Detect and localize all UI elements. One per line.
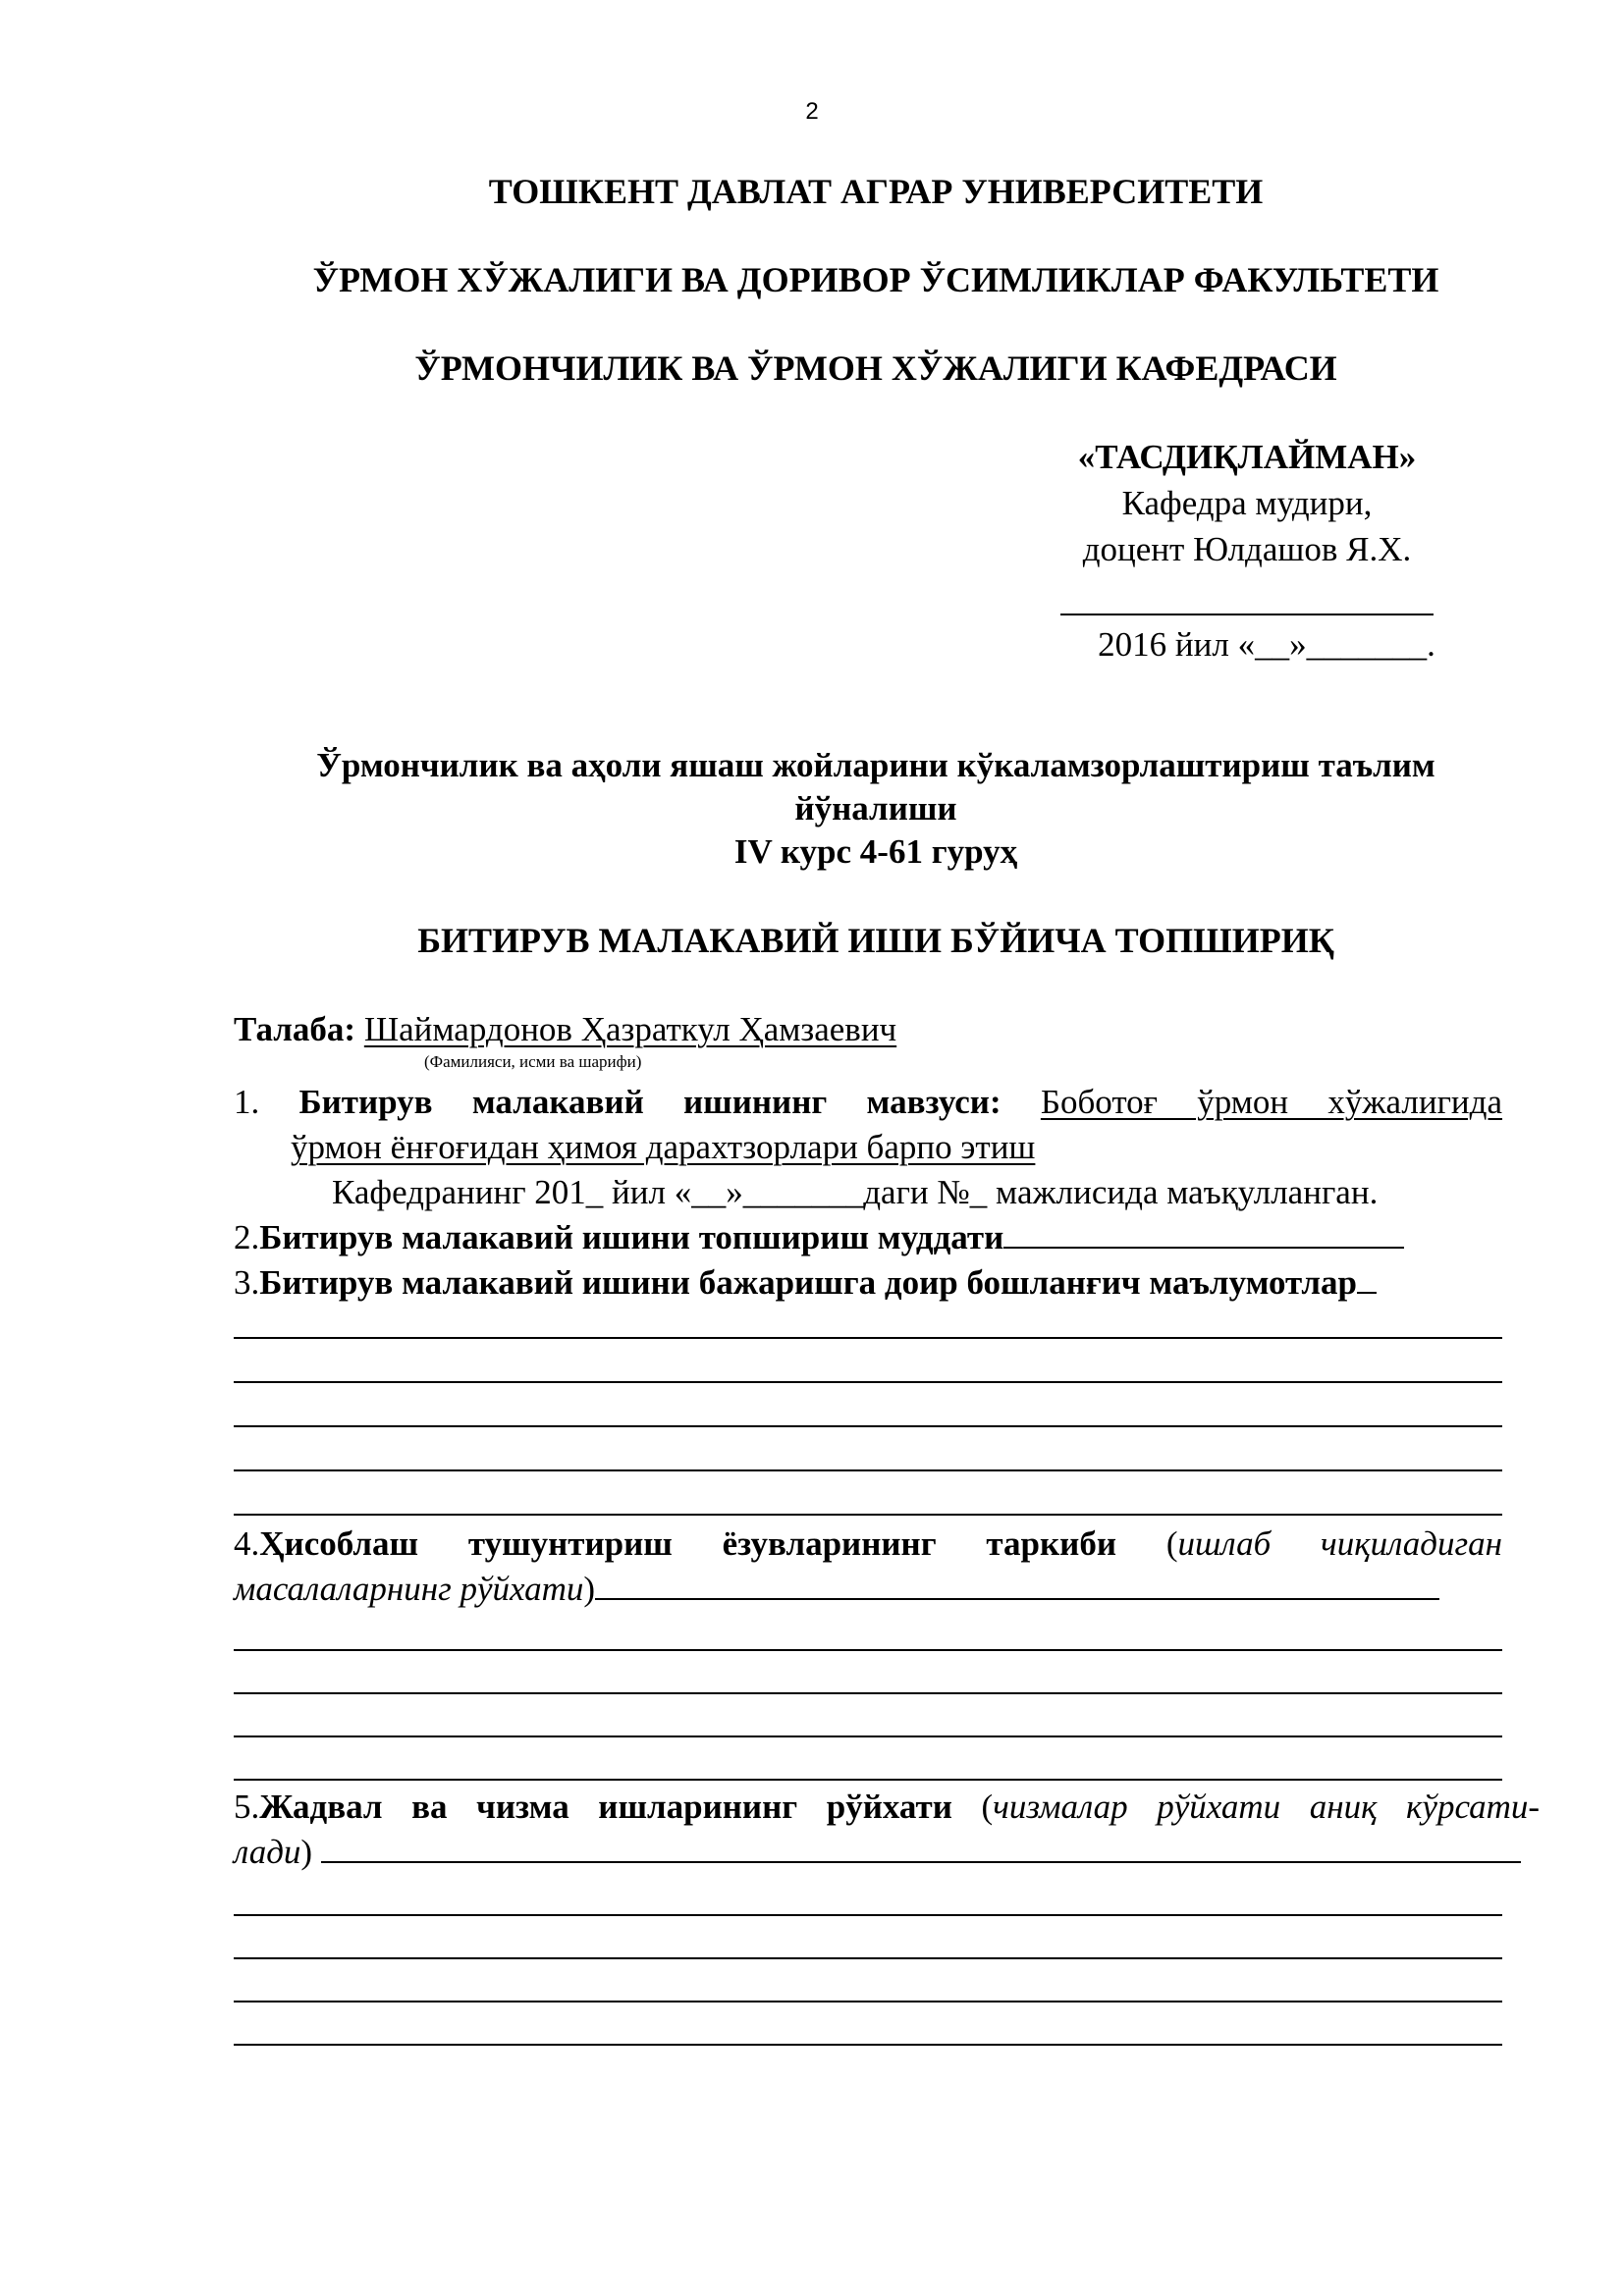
approval-block [1021, 434, 1473, 667]
student-name: Шаймардонов Ҳазраткул Ҳамзаевич [363, 1010, 897, 1048]
page-number: 2 [805, 98, 819, 125]
signature-line [1060, 574, 1434, 615]
blank-line [234, 1469, 1502, 1471]
student-row [234, 1007, 1502, 1052]
item3-number: 3. [234, 1263, 260, 1302]
approval-title: «ТАСДИҚЛАЙМАН» [1077, 438, 1417, 476]
item4-note-line2: масалаларнинг рўйхати [234, 1570, 584, 1608]
approval-position: Кафедра мудири, [1121, 484, 1373, 522]
item3-label: Битирув малакавий ишини бажаришга доир бошланғич маълумотлар [259, 1263, 1357, 1302]
item4-number: 4. [234, 1524, 260, 1563]
item5-label: Жадвал ва чизма ишларининг рўйхати [259, 1788, 952, 1826]
blank-line [234, 1779, 1502, 1781]
blank-line [234, 2001, 1502, 2002]
blank-line [234, 1914, 1502, 1916]
item1-approval-note: Кафедранинг 201_ йил «__»_______даги №_ мажлисида маъқулланган. [332, 1173, 1379, 1211]
item1-topic-line1: Боботоғ ўрмон хўжалигида [1040, 1083, 1503, 1121]
item4-note-open: ( [1165, 1524, 1178, 1563]
approval-name: доцент Юлдашов Я.Х. [1082, 530, 1412, 568]
direction-block [0, 744, 1624, 874]
item5-note-open: ( [981, 1788, 994, 1826]
blank-line [234, 1957, 1502, 1959]
item4-note-close: ) [583, 1570, 596, 1608]
blank-line [234, 1425, 1502, 1427]
department-title: ЎРМОНЧИЛИК ВА ЎРМОН ХЎЖАЛИГИ КАФЕДРАСИ [414, 348, 1337, 388]
item5-cont [234, 1830, 1540, 1875]
blank-line [234, 1337, 1502, 1339]
item3-row [234, 1260, 1502, 1306]
course-group: IV курс 4-61 гуруҳ [733, 832, 1018, 871]
student-label: Талаба: [234, 1010, 356, 1048]
direction-line2: йўналиши [794, 789, 957, 828]
item5-note-line1: чизмалар рўйхати аниқ кўрсати [993, 1788, 1529, 1826]
item5-note-line2: лади [234, 1833, 301, 1871]
item4-label: Ҳисоблаш тушунтириш ёзувларининг таркиби [259, 1524, 1117, 1563]
direction-line1: Ўрмончилик ва аҳоли яшаш жойларини кўкаламзорлаштириш таълим [316, 746, 1435, 784]
approval-date: 2016 йил «__»_______. [1098, 625, 1435, 664]
item4-fill-line [595, 1569, 1439, 1600]
item2-label: Битирув малакавий ишини топшириш муддати [259, 1218, 1004, 1256]
item4-row [234, 1522, 1502, 1567]
faculty-title: ЎРМОН ХЎЖАЛИГИ ВА ДОРИВОР ЎСИМЛИКЛАР ФАКУЛЬТЕТИ [312, 260, 1439, 299]
assignment-title: БИТИРУВ МАЛАКАВИЙ ИШИ БЎЙИЧА ТОПШИРИҚ [417, 921, 1334, 960]
university-title: ТОШКЕНТ ДАВЛАТ АГРАР УНИВЕРСИТЕТИ [488, 172, 1264, 211]
item5-number: 5. [234, 1788, 260, 1826]
item3-fill-line [1357, 1262, 1377, 1294]
item1-topic-line2: ўрмон ёнғоғидан ҳимоя дарахтзорлари барпо этиш [291, 1128, 1036, 1166]
item2-fill-line [1003, 1217, 1404, 1249]
item4-cont [234, 1567, 1502, 1612]
item1-topic-cont [291, 1125, 1502, 1170]
item5-fill-line [321, 1832, 1521, 1863]
item1-label: Битирув малакавий ишининг мавзуси: [298, 1083, 1001, 1121]
student-caption: (Фамилияси, исми ва шарифи) [424, 1052, 642, 1071]
blank-line [234, 1692, 1502, 1694]
blank-line [234, 1735, 1502, 1737]
blank-line [234, 1381, 1502, 1383]
blank-line [234, 2044, 1502, 2046]
item2-row [234, 1215, 1502, 1260]
item5-note-close: ) [300, 1833, 313, 1871]
item2-number: 2. [234, 1218, 260, 1256]
item5-row: 5.Жадвал ва чизма ишларининг рўйхати (чизмалар рўйхати аниқ кўрсати- [234, 1788, 1541, 1826]
blank-line [234, 1649, 1502, 1651]
item4-note-line1: ишлаб чиқиладиган [1177, 1524, 1502, 1563]
item1-number: 1. [234, 1083, 260, 1121]
blank-line [234, 1514, 1502, 1516]
item1-topic-row [234, 1080, 1502, 1125]
